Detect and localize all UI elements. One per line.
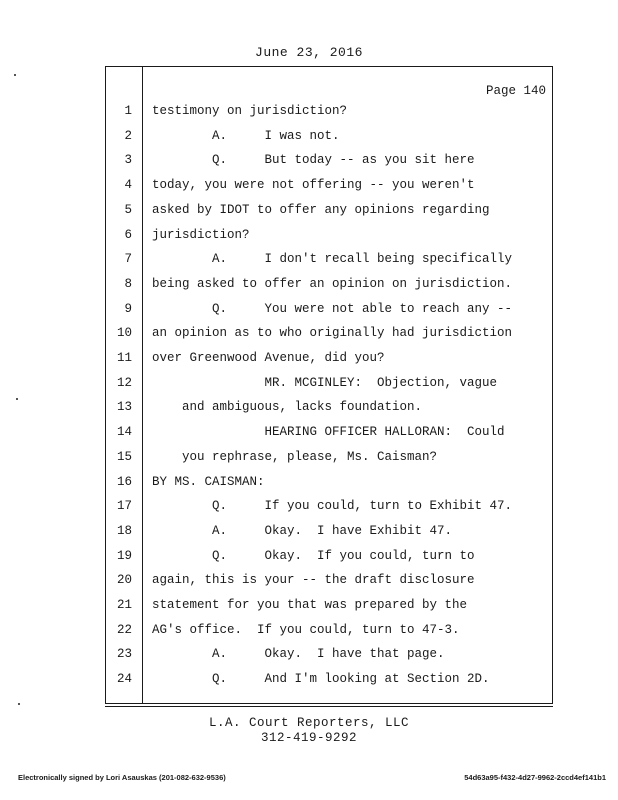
line-text: HEARING OFFICER HALLORAN: Could (152, 425, 505, 440)
transcript-line (0, 623, 618, 643)
line-number: 1 (124, 104, 132, 118)
page-number: Page 140 (485, 84, 546, 98)
line-text: Q. And I'm looking at Section 2D. (152, 672, 490, 687)
line-text: statement for you that was prepared by the (152, 598, 468, 612)
line-text: jurisdiction? (152, 227, 250, 242)
transcript-line (0, 178, 618, 198)
transcript-line (0, 647, 618, 667)
line-text: asked by IDOT to offer any opinions regarding (152, 202, 490, 217)
line-number: 17 (116, 499, 132, 514)
line-number: 23 (116, 647, 132, 662)
transcript-line (0, 104, 618, 124)
line-text: BY MS. CAISMAN: (152, 474, 265, 489)
line-text: again, this is your -- the draft disclosure (152, 573, 475, 588)
scan-speck (14, 74, 16, 76)
line-number: 3 (124, 153, 132, 168)
transcript-line (0, 228, 618, 248)
transcript-line (0, 153, 618, 173)
line-text: MR. MCGINLEY: Objection, vague (152, 375, 498, 390)
transcript-line (0, 400, 618, 420)
transcript-line (0, 326, 618, 346)
line-text: A. I don't recall being specifically (152, 252, 513, 267)
line-text: you rephrase, please, Ms. Caisman? (152, 449, 438, 464)
line-text: being asked to offer an opinion on jurisdiction. (152, 276, 513, 291)
line-number: 2 (124, 128, 132, 143)
line-text: testimony on jurisdiction? (152, 104, 348, 118)
scan-speck (18, 703, 20, 705)
transcript-date: June 23, 2016 (255, 45, 363, 60)
line-number: 8 (124, 276, 132, 291)
transcript-line (0, 475, 618, 495)
line-number: 11 (116, 351, 132, 365)
line-number: 6 (124, 227, 132, 242)
transcript-line (0, 524, 618, 544)
line-text: and ambiguous, lacks foundation. (152, 400, 423, 415)
line-text: an opinion as to who originally had jurisdiction (152, 326, 513, 341)
line-text: over Greenwood Avenue, did you? (152, 351, 385, 365)
line-text: AG's office. If you could, turn to 47-3. (152, 622, 460, 637)
scan-speck (16, 398, 18, 400)
line-text: Q. You were not able to reach any -- (152, 301, 513, 316)
transcript-line (0, 573, 618, 593)
line-number: 19 (116, 548, 132, 563)
line-number: 15 (116, 449, 132, 464)
line-number: 12 (116, 375, 132, 390)
line-number: 21 (116, 598, 132, 612)
line-number: 7 (124, 252, 132, 267)
line-text: Q. If you could, turn to Exhibit 47. (152, 499, 513, 514)
line-number: 4 (124, 178, 132, 193)
line-number: 16 (116, 474, 132, 489)
transcript-line (0, 672, 618, 692)
electronic-signature-note: Electronically signed by Lori Asauskas (201-082-632-9536) (18, 773, 226, 782)
transcript-line (0, 450, 618, 470)
transcript-line (0, 302, 618, 322)
line-number: 14 (116, 425, 132, 440)
line-text: A. Okay. I have that page. (152, 647, 445, 662)
transcript-line (0, 277, 618, 297)
line-number: 13 (116, 400, 132, 415)
court-reporter-phone: 312-419-9292 (260, 731, 357, 745)
transcript-line (0, 252, 618, 272)
transcript-line (0, 549, 618, 569)
document-hash: 54d63a95-f432-4d27-9962-2ccd4ef141b1 (464, 773, 606, 782)
line-number: 24 (116, 672, 132, 687)
line-number: 5 (124, 202, 132, 217)
transcript-line (0, 425, 618, 445)
line-number: 10 (116, 326, 132, 341)
transcript-line (0, 376, 618, 396)
line-text: A. Okay. I have Exhibit 47. (152, 523, 453, 538)
transcript-line (0, 203, 618, 223)
transcript-line (0, 129, 618, 149)
line-text: A. I was not. (152, 128, 340, 143)
transcript-line (0, 598, 618, 618)
line-number: 9 (124, 301, 132, 316)
line-text: Q. Okay. If you could, turn to (152, 548, 475, 563)
line-number: 22 (116, 622, 132, 637)
line-number: 20 (116, 573, 132, 588)
transcript-line (0, 351, 618, 371)
transcript-line (0, 499, 618, 519)
court-reporter-company: L.A. Court Reporters, LLC (208, 716, 410, 730)
line-text: today, you were not offering -- you weren't (152, 178, 475, 193)
line-text: Q. But today -- as you sit here (152, 153, 475, 168)
line-number: 18 (116, 523, 132, 538)
